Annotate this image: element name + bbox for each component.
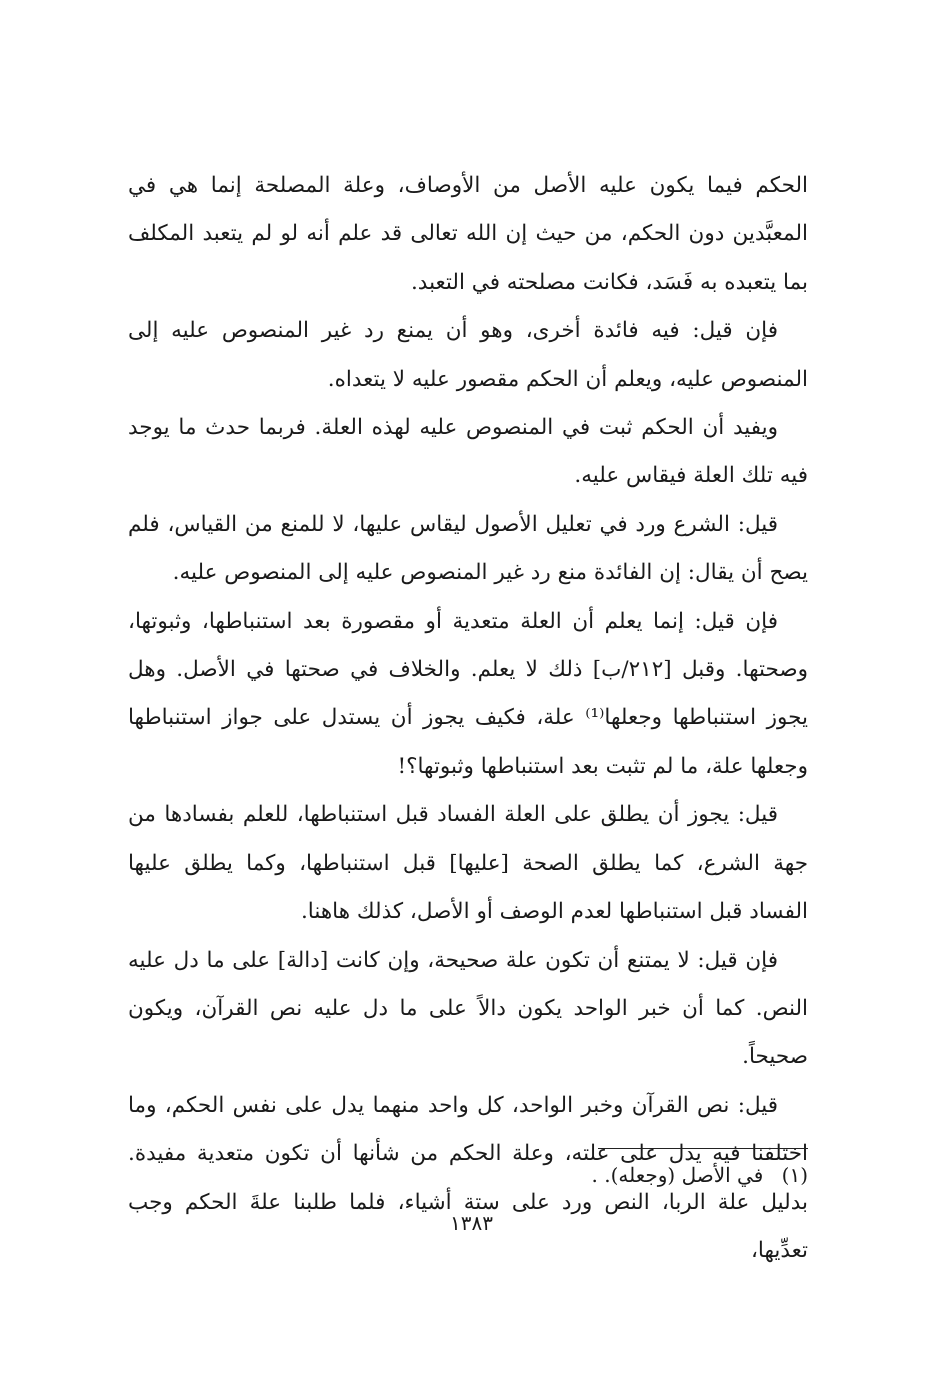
paragraph-2: فإن قيل: فيه فائدة أخرى، وهو أن يمنع رد غير المنصوص عليه إلى المنصوص عليه، ويعلم أن الحكم مقصور عليه لا يتعداه. bbox=[128, 318, 808, 392]
paragraph-5: فإن قيل: إنما يعلم أن العلة متعدية أو مقصورة بعد استنباطها، وثبوتها، وصحتها. وقبل [٢١٢/ب] ذلك لا يعلم. والخلاف في صحتها في الأصل. وهل يجوز استنباطها وجعلها⁽¹⁾ علة، فكيف يجوز أن يستدل على جواز استنباطها وجعلها علة، ما لم تثبت بعد استنباطها وثبوتها؟! bbox=[128, 608, 809, 779]
paragraph-1: الحكم فيما يكون عليه الأصل من الأوصاف، وعلة المصلحة إنما هي في المعبَّدين دون الحكم، من حيث إن الله تعالى قد علم أنه لو لم يتعبد المكلف بما يتعبده به فَسَد، فكانت مصلحته في التعبد. bbox=[128, 173, 808, 295]
body-text bbox=[128, 162, 808, 1275]
paragraph-3: ويفيد أن الحكم ثبت في المنصوص عليه لهذه العلة. فربما حدث ما يوجد فيه تلك العلة فيقاس عليه. bbox=[128, 415, 808, 489]
footnote-text: في الأصل (وجعله). . bbox=[591, 1163, 764, 1187]
paragraph-7: فإن قيل: لا يمتنع أن تكون علة صحيحة، وإن كانت [دالة] على ما دل عليه النص. كما أن خبر الواحد يكون دالاً على ما دل عليه نص القرآن، ويكون صحيحاً. bbox=[128, 947, 808, 1070]
paragraph-4: قيل: الشرع ورد في تعليل الأصول ليقاس عليها، لا للمنع من القياس، فلم يصح أن يقال: إن الفائدة منع رد غير المنصوص عليه إلى المنصوص عليه. bbox=[128, 511, 808, 586]
paragraph-6: قيل: يجوز أن يطلق على العلة الفساد قبل استنباطها، للعلم بفسادها من جهة الشرع، كما يطلق الصحة [عليها] قبل استنباطها، وكما يطلق عليها الفساد قبل استنباطها لعدم الوصف أو الأصل، كذلك هاهنا. bbox=[128, 802, 808, 925]
page-number: ١٣٨٣ bbox=[450, 1211, 493, 1235]
footnote bbox=[300, 1160, 808, 1190]
footnote-divider bbox=[598, 1148, 808, 1149]
footnote-number: (١) bbox=[781, 1163, 808, 1187]
paragraph-8: قيل: نص القرآن وخبر الواحد، كل واحد منهما يدل على نفس الحكم، وما اختلفنا فيه يدل على علته، وعلة الحكم من شأنها أن تكون متعدية مفيدة. بدليل علة الربا، النص ورد على ستة أشياء، فلما طلبنا علةَ الحكم وجب تعدِّيها، bbox=[128, 1092, 808, 1263]
